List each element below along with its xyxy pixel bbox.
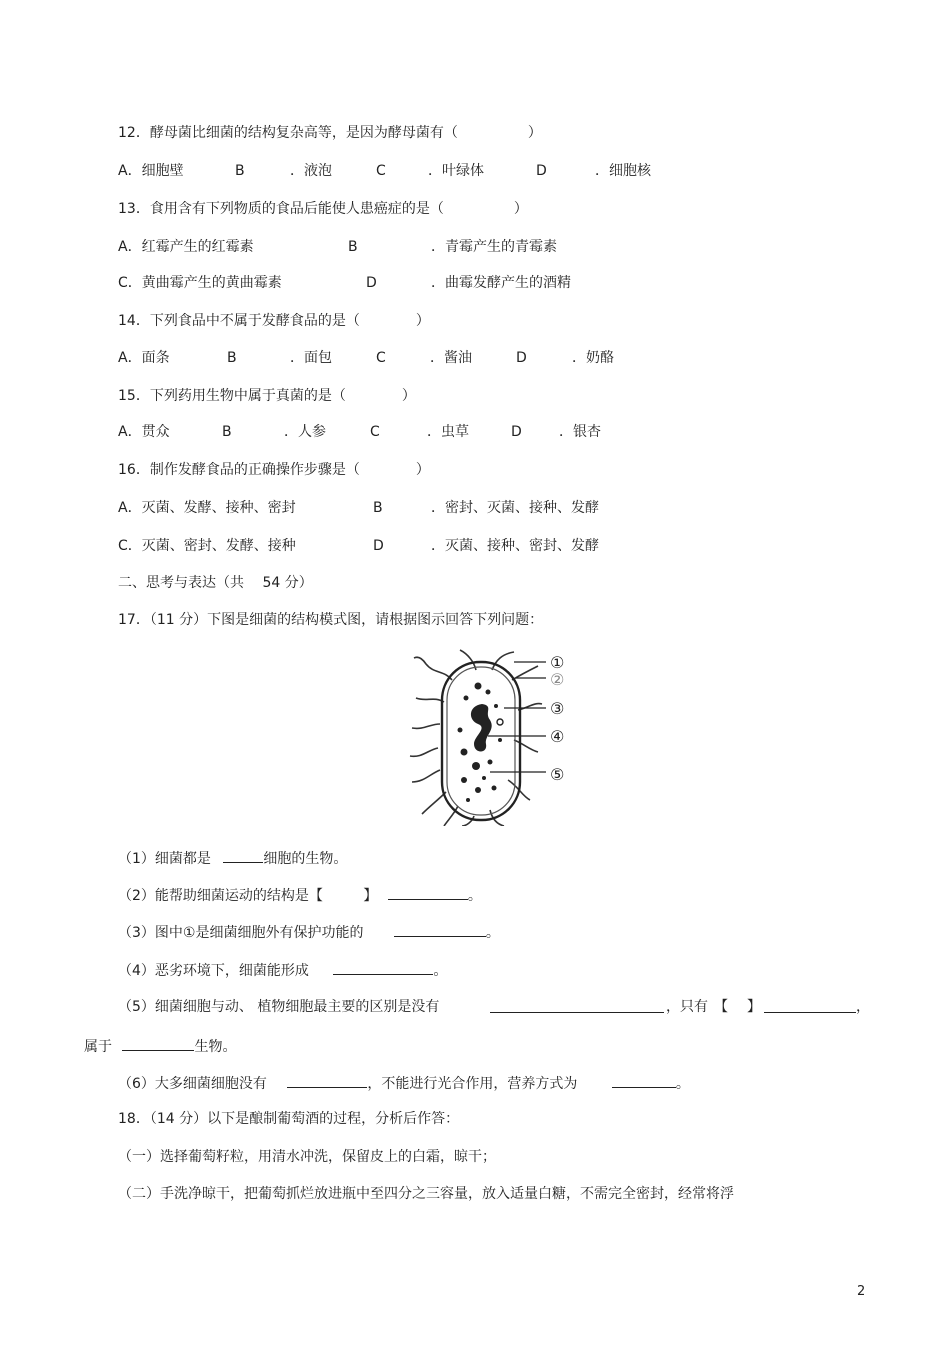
- q17-sub3-blank[interactable]: [394, 922, 486, 937]
- q17-sub4: [118, 960, 447, 980]
- q13-option-c: C．黄曲霉产生的黄曲霉素: [118, 275, 282, 291]
- q17-sub6-c: 。: [675, 1076, 690, 1092]
- q15-option-c: ．虫草: [427, 424, 469, 440]
- q16-option-d: ．灭菌、接种、密封、发酵: [431, 538, 599, 554]
- label-1: ①: [550, 653, 565, 672]
- q17-sub1-blank[interactable]: [223, 848, 263, 863]
- q17-sub2-b: 】: [363, 888, 378, 904]
- q14-option-c-letter: C: [376, 350, 386, 366]
- q14-option-d: ．奶酪: [572, 350, 614, 366]
- label-2: ②: [550, 670, 565, 689]
- q17-sub6-b: ，不能进行光合作用，营养方式为: [367, 1076, 578, 1092]
- q13-stem: 13．食用含有下列物质的食品后能使人患癌症的是（ ）: [118, 201, 528, 217]
- dna-region: [471, 704, 492, 752]
- q12-option-b: ．液泡: [290, 163, 332, 179]
- q17-stem: 17．（11 分）下图是细菌的结构模式图，请根据图示回答下列问题：: [118, 612, 544, 628]
- q17-sub3-b: 。: [485, 925, 500, 941]
- label-3: ③: [550, 699, 565, 718]
- q12-stem: 12．酵母菌比细菌的结构复杂高等，是因为酵母菌有（ ）: [118, 125, 542, 141]
- q17-sub5-blank1[interactable]: [490, 998, 664, 1013]
- q17-sub6: [118, 1073, 690, 1093]
- q13-option-d: ．曲霉发酵产生的酒精: [431, 275, 571, 291]
- label-lines: [488, 662, 546, 772]
- q12-option-b-letter: B: [235, 163, 245, 179]
- q17-sub5-cont: [84, 1036, 236, 1056]
- q17-sub5-e: ，: [856, 999, 870, 1015]
- q17-sub5-blank3[interactable]: [122, 1036, 194, 1051]
- flagella: [410, 650, 542, 826]
- q17-sub3: [118, 922, 500, 942]
- q12-option-a: A．细胞壁: [118, 163, 184, 179]
- q17-sub1: [118, 848, 347, 868]
- q15-option-d: ．银杏: [559, 424, 601, 440]
- q15-option-c-letter: C: [370, 424, 380, 440]
- q14-option-d-letter: D: [516, 350, 527, 366]
- q16-option-d-letter: D: [373, 538, 384, 554]
- q14-option-b: ．面包: [290, 350, 332, 366]
- q14-option-a: A．面条: [118, 350, 170, 366]
- q16-option-b-letter: B: [373, 500, 383, 516]
- q17-sub5-b: ，只有: [666, 999, 708, 1015]
- q17-sub1-a: （1）细菌都是: [118, 851, 211, 867]
- q17-sub5-d: 】: [747, 999, 761, 1015]
- q17-sub6-blank1[interactable]: [287, 1073, 367, 1088]
- q13-option-b: ．青霉产生的青霉素: [431, 239, 557, 255]
- q17-sub2-blank[interactable]: [388, 885, 468, 900]
- q16-option-c: C．灭菌、密封、发酵、接种: [118, 538, 296, 554]
- q17-sub2-a: （2）能帮助细菌运动的结构是【: [118, 888, 323, 904]
- bacterium-structure-diagram: [404, 640, 584, 826]
- label-4: ④: [550, 727, 565, 746]
- q12-option-d-letter: D: [536, 163, 547, 179]
- q13-option-b-letter: B: [348, 239, 358, 255]
- q17-sub5-blank2[interactable]: [764, 998, 856, 1013]
- label-5: ⑤: [550, 765, 565, 784]
- q14-stem: 14．下列食品中不属于发酵食品的是（ ）: [118, 313, 430, 329]
- q17-sub2: [118, 885, 482, 905]
- q17-sub4-blank[interactable]: [333, 960, 433, 975]
- q17-sub4-a: （4）恶劣环境下，细菌能形成: [118, 963, 309, 979]
- q14-option-b-letter: B: [227, 350, 237, 366]
- q17-sub6-blank2[interactable]: [612, 1073, 676, 1088]
- q18-stem: 18．（14 分）以下是酿制葡萄酒的过程，分析后作答：: [118, 1111, 460, 1127]
- q17-sub5-g: 生物。: [194, 1039, 237, 1055]
- q17-sub2-c: 。: [467, 888, 482, 904]
- q15-option-b: ．人参: [284, 424, 326, 440]
- q17-sub5-f: 属于: [84, 1039, 112, 1055]
- q17-sub4-b: 。: [433, 963, 448, 979]
- q16-option-a: A．灭菌、发酵、接种、密封: [118, 500, 296, 516]
- q15-option-d-letter: D: [511, 424, 522, 440]
- q15-option-b-letter: B: [222, 424, 232, 440]
- q18-step2: （二）手洗净晾干，把葡萄抓烂放进瓶中至四分之三容量，放入适量白糖，不需完全密封，经常将浮: [118, 1186, 734, 1202]
- q13-option-d-letter: D: [366, 275, 377, 291]
- q17-sub3-a: （3）图中①是细菌细胞外有保护功能的: [118, 925, 364, 941]
- q17-sub5-c: 【: [714, 999, 728, 1015]
- q12-option-c: ．叶绿体: [428, 163, 484, 179]
- q15-option-a: A．贯众: [118, 424, 170, 440]
- q16-option-b: ．密封、灭菌、接种、发酵: [431, 500, 599, 516]
- q17-sub6-a: （6）大多细菌细胞没有: [118, 1076, 267, 1092]
- q17-sub1-b: 细胞的生物。: [263, 851, 348, 867]
- q15-stem: 15．下列药用生物中属于真菌的是（ ）: [118, 388, 416, 404]
- q12-option-c-letter: C: [376, 163, 386, 179]
- q18-step1: （一）选择葡萄籽粒，用清水冲洗，保留皮上的白霜，晾干；: [118, 1149, 496, 1165]
- section-2-heading: 二、思考与表达（共 54 分）: [118, 575, 313, 591]
- q16-stem: 16．制作发酵食品的正确操作步骤是（ ）: [118, 462, 430, 478]
- q14-option-c: ．酱油: [430, 350, 472, 366]
- page-number: 2: [857, 1284, 866, 1299]
- q12-option-d: ．细胞核: [595, 163, 651, 179]
- q17-sub5-a: （5）细菌细胞与动、 植物细胞最主要的区别是没有: [118, 999, 440, 1015]
- q13-option-a: A．红霉产生的红霉素: [118, 239, 254, 255]
